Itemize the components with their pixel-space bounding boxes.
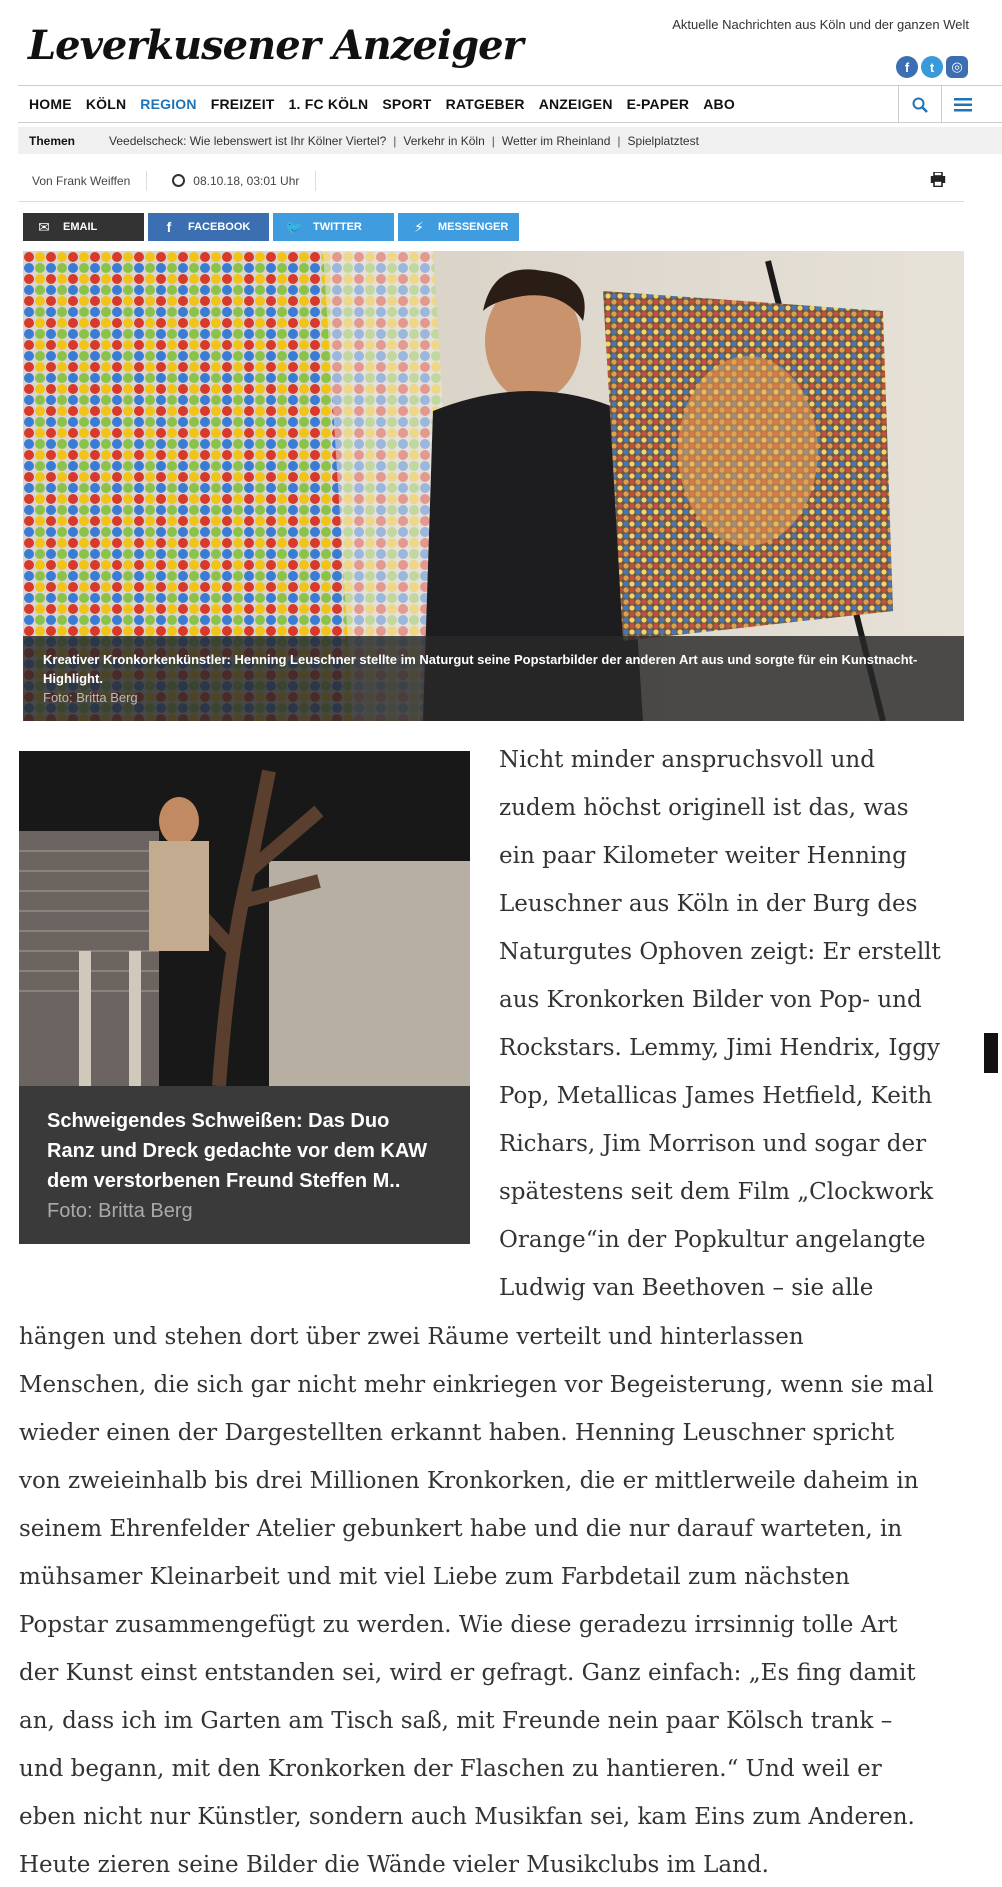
- print-icon[interactable]: [930, 172, 946, 191]
- nav-item-region[interactable]: REGION: [140, 96, 197, 112]
- site-tagline: Aktuelle Nachrichten aus Köln und der ganzen Welt: [672, 17, 969, 32]
- article-line: Leuschner aus Köln in der Burg des: [499, 891, 918, 917]
- nav-tools: [898, 86, 984, 123]
- search-icon[interactable]: [898, 86, 941, 123]
- article-line: hängen und stehen dort über zwei Räume verteilt und hinterlassen: [19, 1324, 804, 1350]
- article-line: Ludwig van Beethoven – sie alle: [499, 1275, 874, 1301]
- inline-caption-text: Schweigendes Schweißen: Das Duo Ranz und Dreck gedachte vor dem KAW dem verstorbenen Freund Steffen M..: [47, 1110, 428, 1192]
- article-line: Nicht minder anspruchsvoll und: [499, 747, 875, 773]
- article-line: Popstar zusammengefügt zu werden. Wie diese geradezu irrsinnig tolle Art: [19, 1612, 898, 1638]
- article-line: Richars, Jim Morrison und sogar der: [499, 1131, 927, 1157]
- article-line: Naturgutes Ophoven zeigt: Er erstellt: [499, 939, 941, 965]
- inline-image[interactable]: [19, 751, 470, 1244]
- clock-icon: [172, 174, 185, 187]
- article-line: der Kunst einst entstanden sei, wird er gefragt. Ganz einfach: „Es fing damit: [19, 1660, 916, 1686]
- main-nav: [18, 85, 1002, 123]
- twitter-icon: 🐦: [285, 218, 303, 235]
- inline-credit: Foto: Britta Berg: [47, 1200, 193, 1222]
- topic-link[interactable]: Wetter im Rheinland: [501, 133, 611, 148]
- nav-item-epaper[interactable]: E-PAPER: [626, 96, 690, 112]
- instagram-icon[interactable]: ◎: [946, 56, 968, 78]
- article-date-text: 08.10.18, 03:01 Uhr: [193, 173, 300, 188]
- hero-caption: [23, 636, 964, 721]
- nav-item-freizeit[interactable]: FREIZEIT: [210, 96, 275, 112]
- article-line: ein paar Kilometer weiter Henning: [499, 843, 907, 869]
- nav-item-abo[interactable]: ABO: [703, 96, 735, 112]
- twitter-icon[interactable]: t: [921, 56, 943, 78]
- social-links: [896, 56, 968, 78]
- share-email-button[interactable]: ✉ EMAIL: [23, 213, 144, 241]
- article-line: aus Kronkorken Bilder von Pop- und: [499, 987, 922, 1013]
- article-line: Rockstars. Lemmy, Jimi Hendrix, Iggy: [499, 1035, 940, 1061]
- article-full-text: [19, 1313, 981, 1887]
- facebook-icon[interactable]: f: [896, 56, 918, 78]
- facebook-icon: f: [166, 219, 172, 235]
- site-logo[interactable]: Leverkusener Anzeiger: [28, 22, 523, 69]
- article-meta: [18, 160, 964, 202]
- topic-link[interactable]: Spielplatztest: [627, 133, 699, 148]
- scroll-indicator[interactable]: [984, 1033, 998, 1073]
- article-column-text: [499, 736, 979, 1312]
- site-header: [0, 0, 1002, 84]
- share-twitter-button[interactable]: 🐦 TWITTER: [273, 213, 394, 241]
- nav-item-sport[interactable]: SPORT: [382, 96, 432, 112]
- hero-image[interactable]: [23, 251, 964, 721]
- topic-link[interactable]: Verkehr in Köln: [403, 133, 485, 148]
- nav-item-fc-koeln[interactable]: 1. FC KÖLN: [288, 96, 369, 112]
- article-line: wieder einen der Dargestellten erkannt haben. Henning Leuschner spricht: [19, 1420, 895, 1446]
- article-line: Menschen, die sich gar nicht mehr einkriegen vor Begeisterung, wenn sie mal: [19, 1372, 934, 1398]
- topics-label: Themen: [29, 133, 76, 148]
- inline-caption: [19, 1086, 470, 1244]
- nav-item-ratgeber[interactable]: RATGEBER: [445, 96, 525, 112]
- article-line: eben nicht nur Künstler, sondern auch Musikfan sei, kam Eins zum Anderen.: [19, 1804, 915, 1830]
- article-line: Heute zieren seine Bilder die Wände vieler Musikclubs im Land.: [19, 1852, 769, 1878]
- nav-item-koeln[interactable]: KÖLN: [85, 96, 127, 112]
- article-date: [172, 171, 316, 191]
- article-line: seinem Ehrenfelder Atelier gebunkert habe und die nur darauf warteten, in: [19, 1516, 903, 1542]
- article-line: Pop, Metallicas James Hetfield, Keith: [499, 1083, 933, 1109]
- envelope-icon: ✉: [38, 218, 50, 235]
- messenger-icon: ⚡: [414, 218, 424, 235]
- article-author: Von Frank Weiffen: [32, 171, 147, 191]
- topic-link[interactable]: Veedelscheck: Wie lebenswert ist Ihr Kölner Viertel?: [109, 133, 387, 148]
- article-line: mühsamer Kleinarbeit und mit viel Liebe zum Farbdetail zum nächsten: [19, 1564, 850, 1590]
- article-line: an, dass ich im Garten am Tisch saß, mit Freunde nein paar Kölsch trank –: [19, 1708, 893, 1734]
- article-line: und begann, mit den Kronkorken der Flaschen zu hantieren.“ Und weil er: [19, 1756, 882, 1782]
- hero-credit: Foto: Britta Berg: [43, 690, 138, 705]
- nav-item-anzeigen[interactable]: ANZEIGEN: [538, 96, 613, 112]
- share-bar: [23, 213, 519, 241]
- inline-photo: [19, 751, 470, 1086]
- topics-bar: Themen Veedelscheck: Wie lebenswert ist Ihr Kölner Viertel? | Verkehr in Köln | Wetter im Rheinland | Spielplatztest: [18, 127, 1002, 154]
- menu-icon[interactable]: [941, 86, 984, 123]
- article-line: zudem höchst originell ist das, was: [499, 795, 909, 821]
- article-line: von zweieinhalb bis drei Millionen Kronkorken, die er mittlerweile daheim in: [19, 1468, 919, 1494]
- nav-item-home[interactable]: HOME: [29, 96, 72, 112]
- hero-caption-text: Kreativer Kronkorkenkünstler: Henning Leuschner stellte im Naturgut seine Popstarbilder der anderen Art aus und sorgte für ein Kunstnacht-Highlight.: [43, 652, 918, 686]
- share-facebook-button[interactable]: f FACEBOOK: [148, 213, 269, 241]
- share-messenger-button[interactable]: ⚡ MESSENGER: [398, 213, 519, 241]
- article-line: spätestens seit dem Film „Clockwork: [499, 1179, 934, 1205]
- article-line: Orange“in der Popkultur angelangte: [499, 1227, 926, 1253]
